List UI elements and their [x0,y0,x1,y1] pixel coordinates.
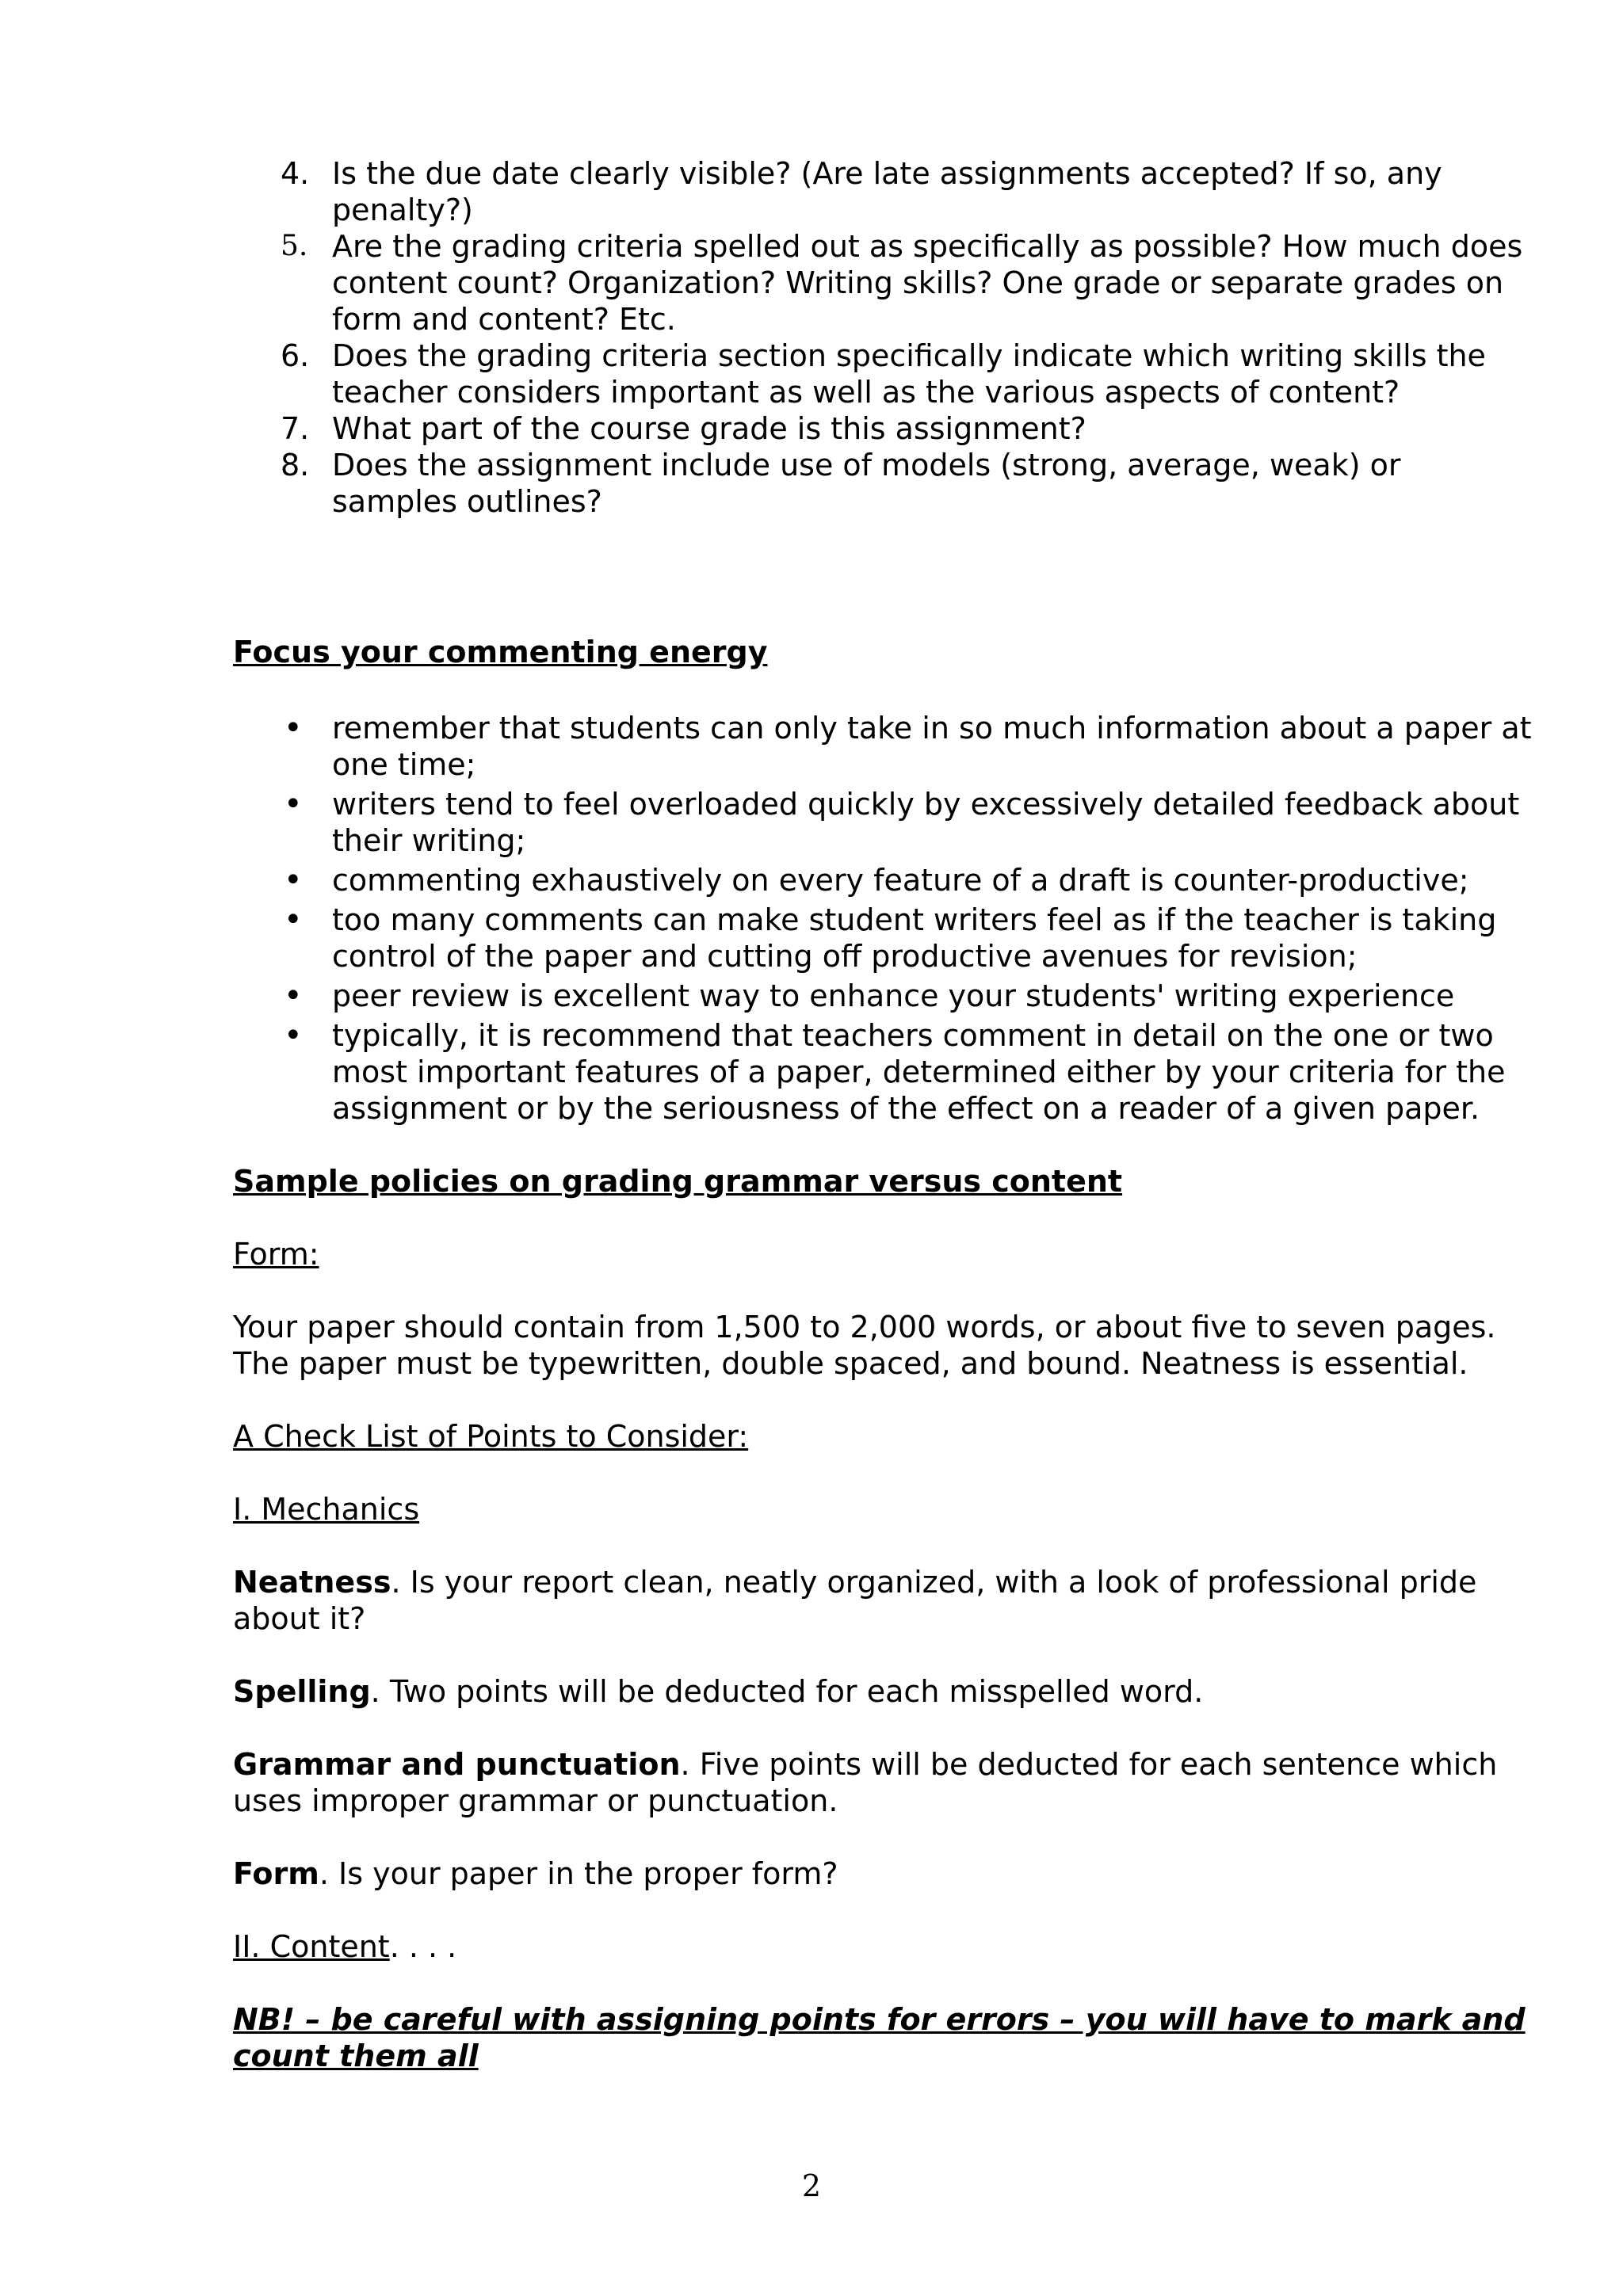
list-item [233,228,1533,338]
neatness-term: Neatness [233,1565,391,1600]
form-paragraph: Your paper should contain from 1,500 to 2,000 words, or about five to seven pages. The paper must be typewritten, double spaced, and bound. Neatness is essential. [233,1310,1496,1381]
neatness-item [233,1564,1533,1637]
content-label-suffix: . . . . [389,1929,457,1964]
bullet-text: typically, it is recommend that teachers comment in detail on the one or two most important features of a paper, determined either by your criteria for the assignment or by the seriousness of the effect on a reader of a given paper. [332,1018,1506,1126]
bullet-icon: • [284,786,303,822]
bullet-text: peer review is excellent way to enhance your students' writing experience [332,978,1455,1013]
list-number: 7. [281,411,310,446]
list-item-text: What part of the course grade is this assignment? [332,411,1086,446]
list-item [233,447,1533,520]
bullet-item [233,786,1533,859]
grammar-item [233,1746,1533,1819]
policies-section-heading: Sample policies on grading grammar versus content [233,1164,1123,1199]
focus-bullet-list [233,710,1533,1127]
bullet-item [233,710,1533,783]
nb-warning-note: NB! – be careful with assigning points for errors – you will have to mark and count them all [233,2002,1526,2073]
bullet-text: writers tend to feel overloaded quickly by excessively detailed feedback about their writing; [332,787,1520,858]
form-item [233,1855,1533,1892]
mechanics-label: I. Mechanics [233,1492,420,1527]
form-label: Form: [233,1237,319,1272]
list-item-text: Are the grading criteria spelled out as specifically as possible? How much does content count? Organization? Writing skills? One grade or separate grades on form and content? Etc. [332,229,1523,337]
bullet-item [233,978,1533,1014]
list-item [233,410,1533,447]
grammar-term: Grammar and punctuation [233,1747,681,1782]
bullet-text: commenting exhaustively on every feature of a draft is counter-productive; [332,863,1469,898]
focus-section-heading: Focus your commenting energy [233,635,768,669]
bullet-item [233,902,1533,974]
list-number: 6. [281,338,310,373]
bullet-item [233,1017,1533,1127]
content-label [233,1928,1533,1965]
list-item-text: Is the due date clearly visible? (Are late assignments accepted? If so, any penalty?) [332,156,1442,227]
list-item [233,338,1533,410]
spelling-text: . Two points will be deducted for each misspelled word. [370,1674,1204,1709]
spelling-term: Spelling [233,1674,371,1709]
bullet-item [233,862,1533,898]
list-item [233,155,1533,228]
form-text: . Is your paper in the proper form? [319,1856,838,1891]
page-number: 2 [801,2168,822,2203]
list-number: 4. [281,156,310,191]
bullet-icon: • [284,862,303,898]
spelling-item [233,1673,1533,1710]
bullet-text: too many comments can make student writers feel as if the teacher is taking control of the paper and cutting off productive avenues for revision; [332,902,1497,974]
bullet-icon: • [284,902,303,938]
list-item-text: Does the grading criteria section specifically indicate which writing skills the teacher considers important as well as the various aspects of content? [332,338,1486,410]
list-item-text: Does the assignment include use of models (strong, average, weak) or samples outlines? [332,448,1401,519]
neatness-text: . Is your report clean, neatly organized, with a look of professional pride about it? [233,1565,1477,1636]
criteria-numbered-list [233,155,1533,520]
bullet-text: remember that students can only take in so much information about a paper at one time; [332,711,1532,782]
list-number: 5. [281,230,308,262]
bullet-icon: • [284,1017,303,1054]
bullet-icon: • [284,978,303,1014]
form-term: Form [233,1856,319,1891]
grammar-text: . Five points will be deducted for each sentence which uses improper grammar or punctuation. [233,1747,1498,1818]
checklist-label: A Check List of Points to Consider: [233,1419,749,1454]
list-number: 8. [281,448,310,482]
bullet-icon: • [284,710,303,746]
page-content [233,155,1533,2074]
content-label-text: II. Content [233,1929,390,1964]
